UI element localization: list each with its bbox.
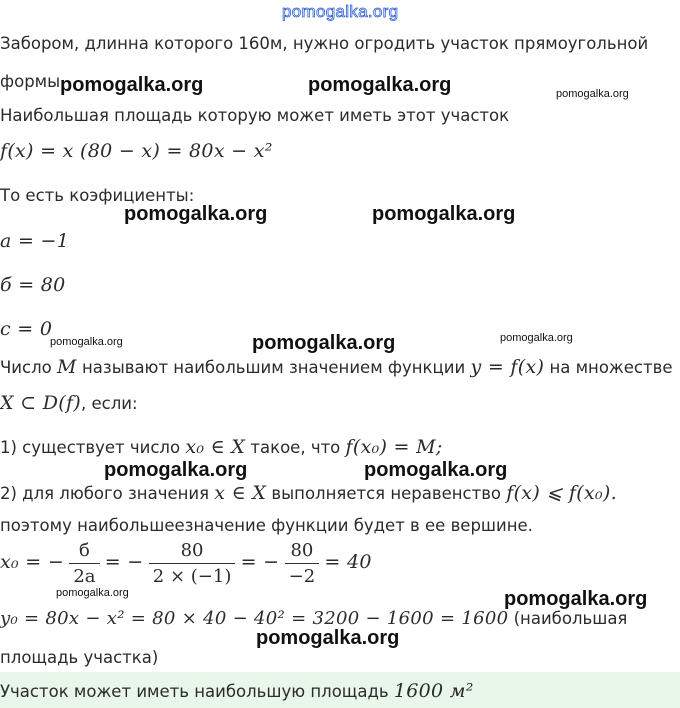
coef-c: c = 0 (0, 318, 53, 340)
watermark: pomogalka.org (104, 459, 248, 481)
watermark-top: pomogalka.org (282, 2, 399, 21)
definition-line-2: X ⊂ D(f), если: (0, 392, 138, 414)
watermark: pomogalka.org (124, 203, 268, 225)
watermark: pomogalka.org (556, 88, 629, 100)
y0-equation: y₀ = 80x − x² = 80 × 40 − 40² = 3200 − 1600 = 1600 (наибольшая (0, 608, 628, 629)
coef-a: a = −1 (0, 230, 70, 252)
watermark: pomogalka.org (364, 459, 508, 481)
watermark: pomogalka.org (50, 336, 123, 348)
watermark: pomogalka.org (60, 74, 204, 96)
coef-b: б = 80 (0, 274, 66, 296)
fraction-b-2a: $\frac{б}{2a}$ (69, 540, 99, 587)
condition-1: 1) существует число x₀ ∈ X такое, что f(x₀) = M; (0, 436, 443, 458)
problem-line-2: формы (0, 72, 61, 91)
answer-text: Участок может иметь наибольшую площадь 1600 м² (0, 680, 474, 702)
watermark: pomogalka.org (504, 588, 648, 610)
watermark: pomogalka.org (56, 587, 129, 599)
fraction-80-minus2: $\frac{80}{-2}$ (285, 540, 320, 587)
condition-2: 2) для любого значения x ∈ X выполняется неравенство f(x) ⩽ f(x₀). (0, 482, 617, 504)
watermark: pomogalka.org (252, 332, 396, 354)
coef-intro: То есть коэфициенты: (0, 186, 195, 205)
fraction-80-2x-1: $\frac{80}{2 \times (-1)}$ (149, 540, 236, 587)
problem-line-1: Забором, длинна которого 160м, нужно огродить участок прямоугольной (0, 34, 649, 53)
watermark: pomogalka.org (308, 74, 452, 96)
x0-equation: x₀ = − $\frac{б}{2a}$ = − $\frac{80}{2 \times (-1)}$ = − $\frac{80}{-2}$ = 40 (0, 540, 372, 587)
vertex-text: поэтому наибольшеезначение функции будет в ее вершине. (0, 516, 533, 535)
function-formula: f(x) = x (80 − x) = 80x − x² (0, 140, 273, 162)
problem-line-3: Наибольшая площадь которую может иметь этот участок (0, 106, 510, 125)
watermark: pomogalka.org (372, 203, 516, 225)
watermark: pomogalka.org (500, 332, 573, 344)
definition-line-1: Число M называют наибольшим значением функции y = f(x) на множестве (0, 356, 673, 378)
y0-note: площадь участка) (0, 648, 159, 667)
watermark: pomogalka.org (256, 627, 400, 649)
